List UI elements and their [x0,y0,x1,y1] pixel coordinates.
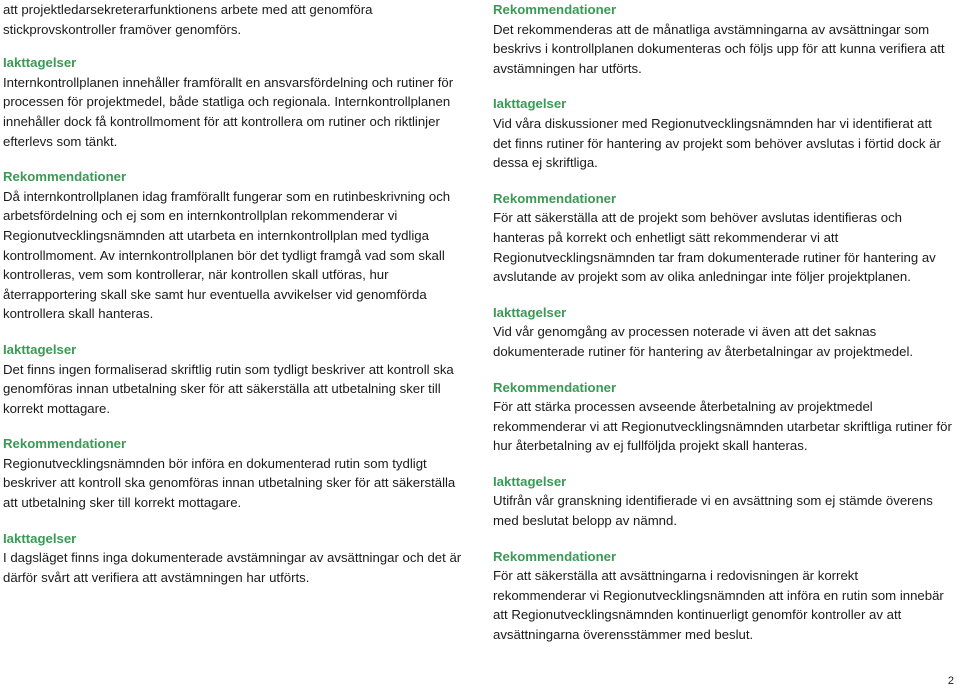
spacer [3,39,465,53]
right-section-2 [493,94,953,172]
section-heading: Iakttagelser [493,473,567,489]
section-text: För att stärka processen avseende återbetalning av projektmedel rekommenderar vi att Regionutvecklingsnämnden utarbetar skriftliga rutiner för hur återbetalning av ej fullföljda projekt skall hanteras. [493,399,952,454]
section-text: Vid vår genomgång av processen noterade vi även att det saknas dokumenterade rutiner för hantering av återbetalningar av projektmedel. [493,324,914,359]
section-text: För att säkerställa att de projekt som behöver avslutas identifieras och hanteras på korrekt och enhetligt sätt rekommenderar vi att Regionutvecklingsnämnden tar fram dokumenterade rutiner för hantering av avslutande av projekt som av olika anledningar inte följer projektplanen. [493,210,936,285]
section-heading: Iakttagelser [493,304,567,320]
left-section-2 [3,167,465,324]
section-heading: Iakttagelser [3,341,77,357]
section-text: I dagsläget finns inga dokumenterade avstämningar av avsättningar och det är därför svårt att verifiera att avstämningen har utförts. [3,550,462,585]
left-section-3 [3,340,465,418]
section-heading: Rekommendationer [493,379,617,395]
right-section-5 [493,378,953,456]
section-text: Då internkontrollplanen idag framförallt fungerar som en rutinbeskrivning och arbetsfördelning och ej som en internkontrollplan rekommenderar vi Regionutvecklingsnämnden att utarbeta en internkontrollplan med tydliga kontrollmoment. Av internkontrollplanen bör det tydligt framgå vad som skall kontrolleras, vem som kontrollerar, när kontrollen skall utföras, hur återrapportering skall ske samt hur eventuella avvikelser vid genomförda kontrollera skall hanteras. [3,188,451,322]
continuation-paragraph: att projektledarsekreterarfunktionens arbete med att genomföra stickprovskontroller framöver genomförs. [3,2,373,37]
left-section-1 [3,53,465,151]
section-heading: Rekommendationer [3,436,127,452]
section-heading: Rekommendationer [493,190,617,206]
right-section-4 [493,303,953,362]
page-number: 2 [947,675,954,687]
section-text: Det finns ingen formaliserad skriftlig rutin som tydligt beskriver att kontroll ska genomföras innan utbetalning sker för att säkerställa att utbetalning sker till korrekt mottagare. [3,361,454,416]
section-text: Vid våra diskussioner med Regionutvecklingsnämnden har vi identifierat att det finns rutiner för hantering av projekt som behöver avslutas i förtid dock är dessa ej skriftliga. [493,115,941,171]
left-column [3,0,465,603]
section-heading: Rekommendationer [3,169,127,185]
right-section-7 [493,547,953,645]
section-heading: Rekommendationer [493,548,617,564]
section-text: Regionutvecklingsnämnden bör införa en dokumenterad rutin som tydligt beskriver att kontroll ska genomföras innan utbetalning sker för att säkerställa att utbetalning sker till korrekt mottagare. [3,455,456,511]
section-heading: Iakttagelser [493,96,567,112]
section-text: Utifrån vår granskning identifierade vi en avsättning som ej stämde överens med beslutat belopp av nämnd. [493,493,933,529]
section-heading: Iakttagelser [3,530,77,546]
right-section-3 [493,189,953,287]
left-section-4 [3,434,465,512]
right-column [493,0,953,661]
right-section-1 [493,0,953,78]
section-text: För att säkerställa att avsättningarna i redovisningen är korrekt rekommenderar vi Regionutvecklingsnämnden att införa en rutin som innebär att Regionutvecklingsnämnden kontinuerligt genomför kontroller av att avsättningarna överensstämmer med beslut. [493,568,944,643]
section-heading: Iakttagelser [3,55,77,71]
right-section-6 [493,472,953,531]
section-text: Internkontrollplanen innehåller framförallt en ansvarsfördelning och rutiner för processen för projektmedel, både statliga och regionala. Internkontrollplanen innehåller dock få kontrollmoment för att kontrollera om rutiner och riktlinjer efterlevs som tänkt. [3,74,454,149]
section-heading: Rekommendationer [493,2,617,17]
section-text: Det rekommenderas att de månatliga avstämningarna av avsättningar som beskrivs i kontrollplanen dokumenteras och följs upp för att kunna verifiera att avstämningen har utförts. [493,21,945,76]
left-section-5 [3,529,465,588]
